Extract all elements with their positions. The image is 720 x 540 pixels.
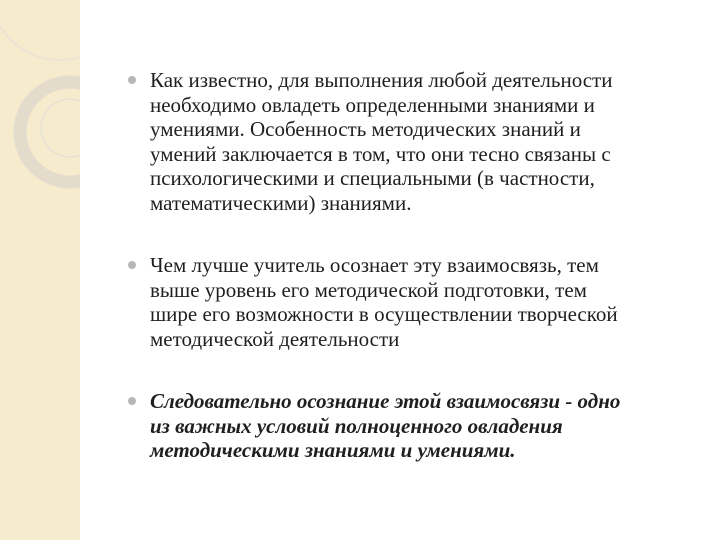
decorative-rings [0,0,80,540]
bullet-dot-icon [128,261,136,269]
text-line: психологическими и специальными (в частности, [150,166,595,190]
text-line: умениями. Особенность методических знаний и [150,117,581,141]
decorative-side-band [0,0,80,540]
text-line: математическими) знаниями. [150,190,412,215]
bullet-item-relationship [128,253,698,351]
text-line: методической деятельности [150,326,400,351]
text-line: Следовательно осознание этой взаимосвязи - одно [150,389,621,413]
bullet-item-conclusion [128,389,698,463]
bullet-item-knowledge [128,68,698,215]
decorative-ring-small [41,99,80,157]
text-line: выше уровень его методической подготовки, тем [150,277,587,302]
text-line: Как известно, для выполнения любой деятельности [150,68,613,92]
text-line: шире его возможности в осуществлении творческой [150,302,618,326]
text-line: из важных условий полноценного овладения [150,413,563,438]
decorative-ring-top [0,0,80,60]
text-line: Чем лучше учитель осознает эту взаимосвязь, тем [150,253,599,277]
bullet-dot-icon [128,76,136,84]
text-line: необходимо овладеть определенными знаниями и [150,92,595,117]
bullet-dot-icon [128,397,136,405]
text-line: умений заключается в том, что они тесно связаны с [150,141,611,166]
decorative-ring-large [20,82,80,182]
text-line: методическими знаниями и умениями. [150,438,516,462]
slide-body [128,68,698,463]
